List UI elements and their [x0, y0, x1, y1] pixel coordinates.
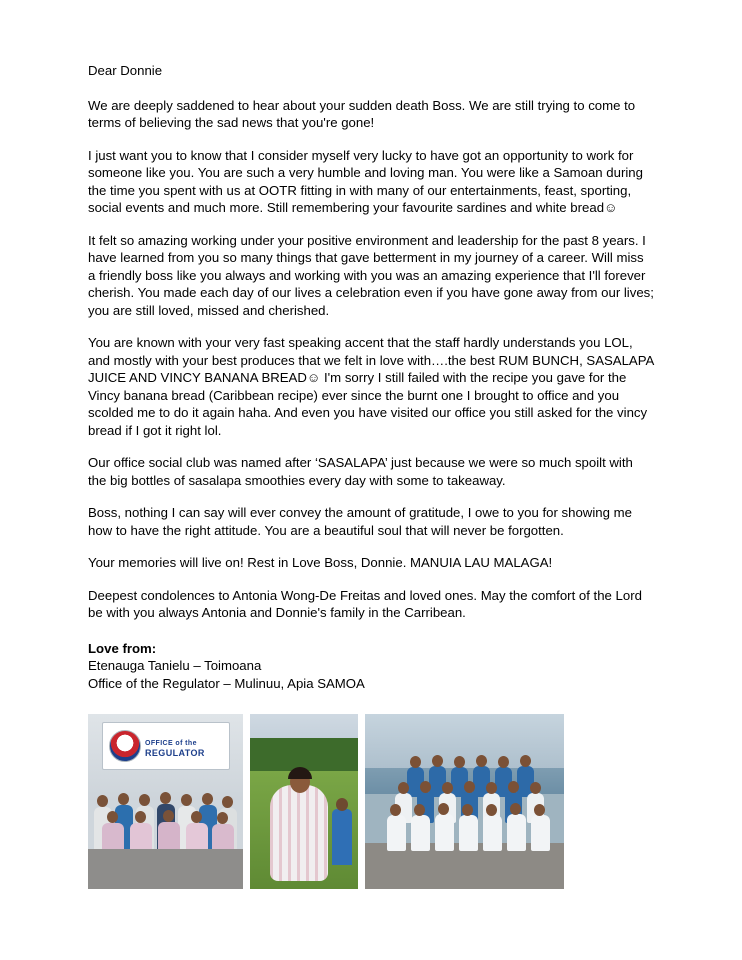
ootr-logo-icon: [109, 730, 141, 762]
photo1-banner-line2: REGULATOR: [145, 748, 205, 758]
paragraph-8: Deepest condolences to Antonia Wong-De Freitas and loved ones. May the comfort of the Lord be with you always Antonia and Donnie's family in the Carribean.: [88, 587, 642, 620]
paragraph-4: You are known with your very fast speaking accent that the staff hardly understands you LOL, and mostly with your best produces that we felt in love with….the best RUM BUNCH, SASALAPA JUICE AND VINCY BANANA BREAD☺ I'm sorry I still failed with the recipe you gave for the Vincy banana bread (Caribbean recipe) ever since the burnt one I brought to office and you scolded me to do it again haha. And even you have visited our office you still asked for the vincy bread if I got it right lol.: [88, 335, 654, 438]
photo-strip: [88, 714, 654, 889]
photo1-banner: [102, 722, 230, 770]
photo-choir-by-sea: [365, 714, 564, 889]
photo-office-group: [88, 714, 243, 889]
paragraph-2: I just want you to know that I consider myself very lucky to have got an opportunity to work for someone like you. You are such a very humble and loving man. You were like a Samoan during the time you spent with us at OOTR fitting in with many of our entertainments, feast, sporting, social events and much more. Still remembering your favourite sardines and white bread☺: [88, 147, 643, 215]
salutation: Dear Donnie: [88, 63, 163, 78]
signoff-title: Love from:: [88, 640, 157, 656]
photo1-floor: [88, 849, 243, 889]
paragraph-3: It felt so amazing working under your positive environment and leadership for the past 8 years. I have learned from you so many things that gave betterment in my journey of a career. Will miss a friendly boss like you always and working with you was an amazing experience that I'll forever cherish. You made each day of our lives a celebration even if you have gone away from our lives; you are still loved, missed and cherished.: [88, 232, 654, 318]
photo3-front-row: [365, 807, 564, 851]
paragraph-6: Boss, nothing I can say will ever convey the amount of gratitude, I owe to you for showing me how to have the right attitude. You are a beautiful soul that will never be forgotten.: [88, 505, 632, 538]
photo2-background-person-head: [336, 798, 348, 811]
paragraph-1: We are deeply saddened to hear about your sudden death Boss. We are still trying to come to terms of believing the sad news that you're gone!: [88, 97, 636, 130]
paragraph-7: Your memories will live on! Rest in Love Boss, Donnie. MANUIA LAU MALAGA!: [88, 555, 553, 570]
photo2-background-person: [332, 809, 352, 865]
signoff-block: [88, 640, 654, 693]
photo-woman-outdoors: [250, 714, 358, 889]
photo2-woman: [270, 785, 328, 881]
photo1-banner-line1: OFFICE of the: [145, 740, 197, 747]
signoff-organisation: Office of the Regulator – Mulinuu, Apia SAMOA: [88, 675, 365, 691]
letter-body: [88, 62, 654, 889]
signoff-name: Etenauga Tanielu – Toimoana: [88, 658, 262, 673]
paragraph-5: Our office social club was named after ‘SASALAPA’ just because we were so much spoilt with the big bottles of sasalapa smoothies every day with some to takeaway.: [88, 455, 633, 488]
